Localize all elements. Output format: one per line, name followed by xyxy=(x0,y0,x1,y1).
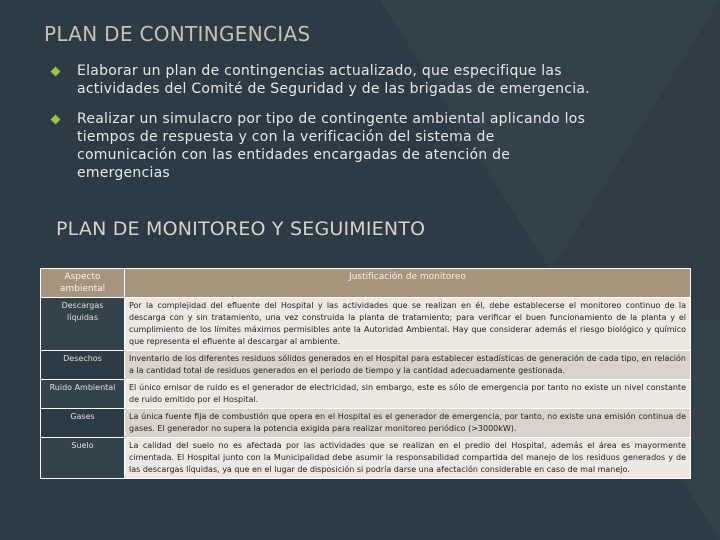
table-row xyxy=(41,380,691,409)
monitoring-table-container xyxy=(40,268,690,479)
table-row xyxy=(41,438,691,479)
header-justification: Justificación de monitoreo xyxy=(125,269,691,298)
table-row xyxy=(41,298,691,351)
aspect-cell: Descargas líquidas xyxy=(41,298,125,351)
bullet-text: Elaborar un plan de contingencias actualizado, que especifique las actividades del Comité de Seguridad y de las brigadas de emergencia. xyxy=(77,63,590,97)
aspect-cell: Gases xyxy=(41,409,125,438)
page-title: PLAN DE CONTINGENCIAS xyxy=(44,22,311,46)
bullet-item xyxy=(50,62,590,98)
diamond-bullet-icon xyxy=(51,67,61,77)
section-title: PLAN DE MONITOREO Y SEGUIMIENTO xyxy=(56,218,426,240)
aspect-cell: Suelo xyxy=(41,438,125,479)
justification-cell: La única fuente fija de combustión que opera en el Hospital es el generador de emergencia, por tanto, no existe una emisión continua de gases. El generador no supera la potencia exigida para realizar monitoreo periódico (>3000kW). xyxy=(125,409,691,438)
bullet-text: Realizar un simulacro por tipo de contingente ambiental aplicando los tiempos de respuesta y con la verificación del sistema de comunicación con las entidades encargadas de atención de emergencias xyxy=(77,111,586,181)
aspect-cell: Ruido Ambiental xyxy=(41,380,125,409)
aspect-cell: Desechos xyxy=(41,351,125,380)
table-row xyxy=(41,409,691,438)
monitoring-table xyxy=(40,268,691,479)
justification-cell: El único emisor de ruido es el generador de electricidad, sin embargo, este es sólo de emergencia por tanto no existe un nivel constante de ruido emitido por el Hospital. xyxy=(125,380,691,409)
justification-cell: La calidad del suelo no es afectada por las actividades que se realizan en el predio del Hospital, además el área es mayormente cimentada. El Hospital junto con la Municipalidad debe asumir la responsabilidad compartida del manejo de los residuos generados y de las descargas líquidas, ya que en el lugar de disposición si podría darse una afectación considerable en caso de mal manejo. xyxy=(125,438,691,479)
diamond-bullet-icon xyxy=(51,115,61,125)
justification-cell: Por la complejidad del efluente del Hospital y las actividades que se realizan en él, debe establecerse el monitoreo continuo de la descarga con y sin tratamiento, una vez construida la planta de tratamiento; para verificar el buen funcionamiento de la planta y el cumplimiento de los límites máximos permisibles ante la Autoridad Ambiental. Hay que considerar además el riesgo biológico y químico que representa el efluente al descargar al ambiente. xyxy=(125,298,691,351)
table-row xyxy=(41,351,691,380)
header-aspect: Aspecto ambiental xyxy=(41,269,125,298)
table-header-row xyxy=(41,269,691,298)
bullet-item xyxy=(50,110,590,182)
justification-cell: Inventario de los diferentes residuos sólidos generados en el Hospital para establecer estadísticas de generación de cada tipo, en relación a la cantidad total de residuos generados en el periodo de tiempo y la cantidad adecuadamente gestionada. xyxy=(125,351,691,380)
bullet-list xyxy=(50,62,590,194)
